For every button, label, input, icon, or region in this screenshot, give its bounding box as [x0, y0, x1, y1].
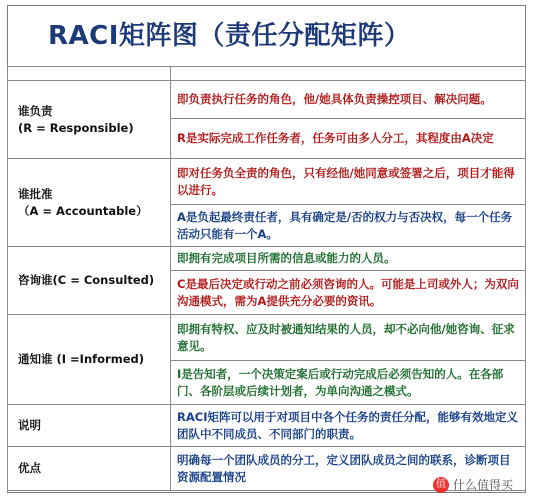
desc-cell: C是最后决定或行动之前必须咨询的人。可能是上司或外人；为双向沟通模式，需为A提供充分必要的资讯。 — [171, 271, 526, 315]
raci-table — [7, 66, 526, 491]
table-row-informed — [8, 315, 526, 361]
watermark-logo-icon: 值 — [433, 477, 449, 493]
desc-cell: 即拥有特权、应及时被通知结果的人员，却不必向他/她咨询、征求意见。 — [171, 315, 526, 361]
desc-cell: 明确每一个团队成员的分工，定义团队成员之间的联系，诊断项目资源配置情况 — [171, 447, 526, 491]
desc-cell: R是实际完成工作任务者，任务可由多人分工，其程度由A决定 — [171, 119, 526, 159]
row-label-sub: （A = Accountable） — [18, 203, 148, 218]
row-label-text: 说明 — [18, 418, 41, 432]
row-label-text: 谁批准 — [18, 186, 53, 201]
row-label-informed — [8, 315, 171, 405]
row-label-description — [8, 405, 171, 447]
watermark-text: 什么值得买 — [452, 478, 513, 492]
table-row-consulted — [8, 247, 526, 271]
header-cell-empty-left — [8, 67, 171, 81]
watermark — [433, 476, 513, 493]
desc-cell: 即负责执行任务的角色，他/她具体负责操控项目、解决问题。 — [171, 81, 526, 119]
row-label-sub: (R = Responsible) — [18, 120, 134, 135]
table-row-responsible — [8, 81, 526, 119]
table-header-row — [8, 67, 526, 81]
table-row-accountable — [8, 159, 526, 205]
desc-cell: 即对任务负全责的角色，只有经他/她同意或签署之后，项目才能得以进行。 — [171, 159, 526, 205]
row-label-advantages — [8, 447, 171, 491]
desc-cell: I是告知者，一个决策定案后或行动完成后必须告知的人。在各部门、各阶层或后续计划者，为单向沟通之模式。 — [171, 361, 526, 405]
desc-cell: RACI矩阵可以用于对项目中各个任务的责任分配，能够有效地定义团队中不同成员、不同部门的职责。 — [171, 405, 526, 447]
table-row-description — [8, 405, 526, 447]
page-title: RACI矩阵图（责任分配矩阵） — [48, 21, 411, 51]
desc-cell: A是负起最终责任者，具有确定是/否的权力与否决权，每一个任务活动只能有一个A。 — [171, 205, 526, 247]
row-label-accountable — [8, 159, 171, 247]
row-label-consulted — [8, 247, 171, 315]
row-label-responsible — [8, 81, 171, 159]
row-label-text: 谁负责 — [18, 103, 53, 118]
row-label-text: 优点 — [18, 461, 41, 475]
desc-cell: 即拥有完成项目所需的信息或能力的人员。 — [171, 247, 526, 271]
raci-document — [7, 5, 526, 493]
row-label-text: 咨询谁(C = Consulted) — [18, 273, 155, 287]
row-label-text: 通知谁 (I =Informed) — [18, 352, 144, 366]
header-cell-empty-right — [171, 67, 526, 81]
